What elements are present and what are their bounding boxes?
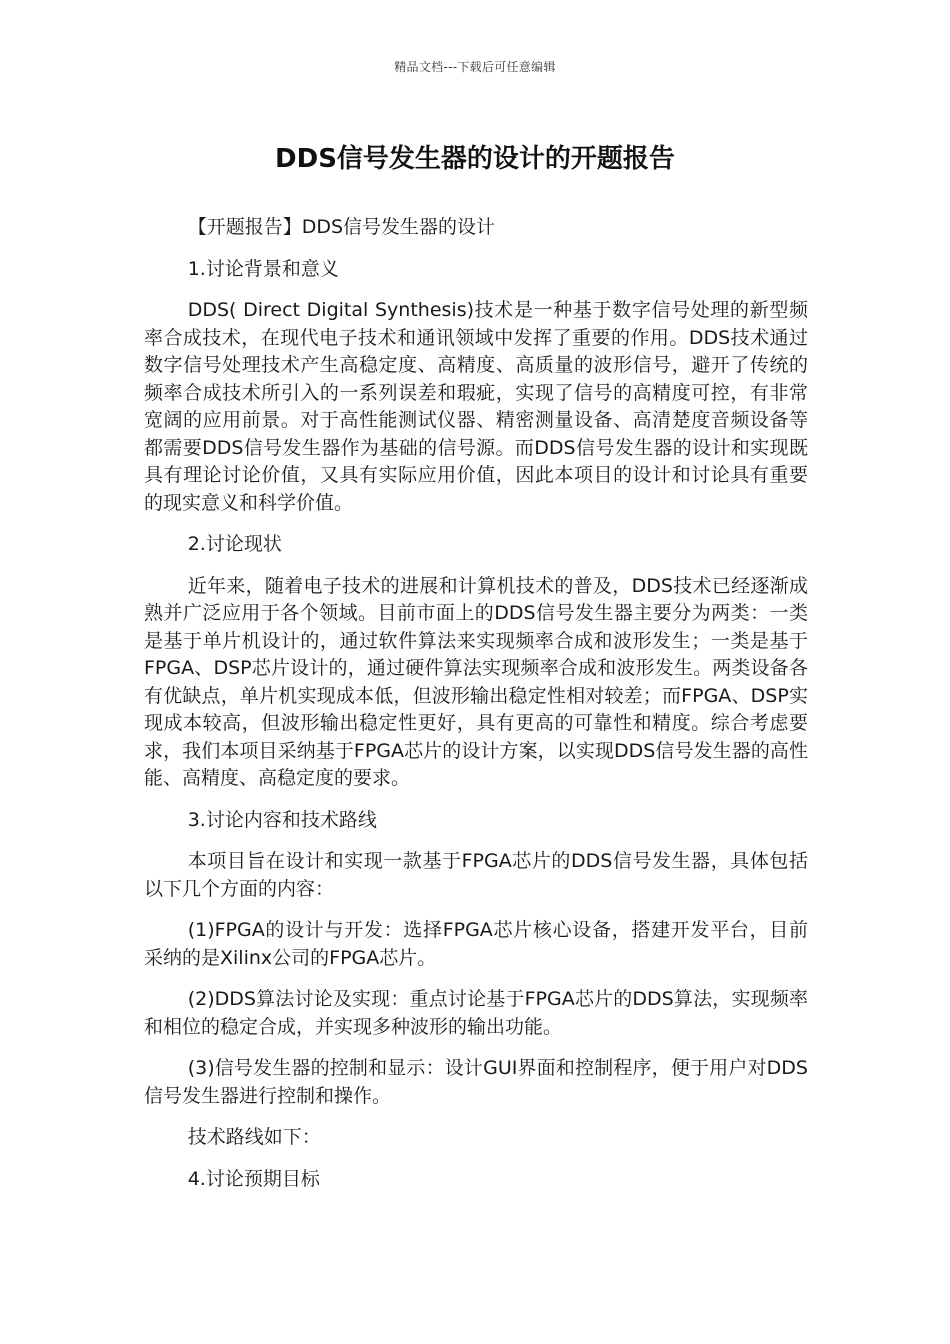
paragraph-background: DDS( Direct Digital Synthesis)技术是一种基于数字信号处理的新型频率合成技术，在现代电子技术和通讯领域中发挥了重要的作用。DDS技术通过数字信号处理技术产生高稳定度、高精度、高质量的波形信号，避开了传统的频率合成技术所引入的一系列误差和瑕疵，实现了信号的高精度可控，有非常宽阔的应用前景。对于高性能测试仪器、精密测量设备、高清楚度音频设备等都需要DDS信号发生器作为基础的信号源。而DDS信号发生器的设计和实现既具有理论讨论价值，又具有实际应用价值，因此本项目的设计和讨论具有重要的现实意义和科学价值。 — [144, 299, 808, 514]
paragraph-content-intro: 本项目旨在设计和实现一款基于FPGA芯片的DDS信号发生器，具体包括以下几个方面的内容： — [144, 850, 808, 900]
section-heading-goals: 4.讨论预期目标 — [187, 1167, 320, 1190]
document-body — [144, 214, 808, 1207]
section-heading-content: 3.讨论内容和技术路线 — [187, 808, 377, 831]
paragraph-tech-route: 技术路线如下： — [187, 1126, 321, 1148]
list-item-control-display: (3)信号发生器的控制和显示：设计GUI界面和控制程序，便于用户对DDS信号发生器进行控制和操作。 — [144, 1057, 808, 1107]
document-title: DDS信号发生器的设计的开题报告 — [275, 144, 675, 174]
list-item-fpga: (1)FPGA的设计与开发：选择FPGA芯片核心设备，搭建开发平台，目前采纳的是Xilinx公司的FPGA芯片。 — [144, 919, 808, 969]
section-heading-status: 2.讨论现状 — [187, 533, 282, 555]
page-header-note: 精品文档---下载后可任意编辑 — [394, 60, 556, 74]
report-subtitle: 【开题报告】DDS信号发生器的设计 — [187, 216, 496, 238]
section-heading-background: 1.讨论背景和意义 — [187, 257, 339, 280]
list-item-dds-algorithm: (2)DDS算法讨论及实现：重点讨论基于FPGA芯片的DDS算法，实现频率和相位的稳定合成，并实现多种波形的输出功能。 — [144, 988, 808, 1038]
paragraph-status: 近年来，随着电子技术的进展和计算机技术的普及，DDS技术已经逐渐成熟并广泛应用于各个领域。目前市面上的DDS信号发生器主要分为两类：一类是基于单片机设计的，通过软件算法来实现频率合成和波形发生；一类是基于FPGA、DSP芯片设计的，通过硬件算法实现频率合成和波形发生。两类设备各有优缺点，单片机实现成本低，但波形输出稳定性相对较差；而FPGA、DSP实现成本较高，但波形输出稳定性更好，具有更高的可靠性和精度。综合考虑要求，我们本项目采纳基于FPGA芯片的设计方案，以实现DDS信号发生器的高性能、高精度、高稳定度的要求。 — [144, 574, 808, 789]
